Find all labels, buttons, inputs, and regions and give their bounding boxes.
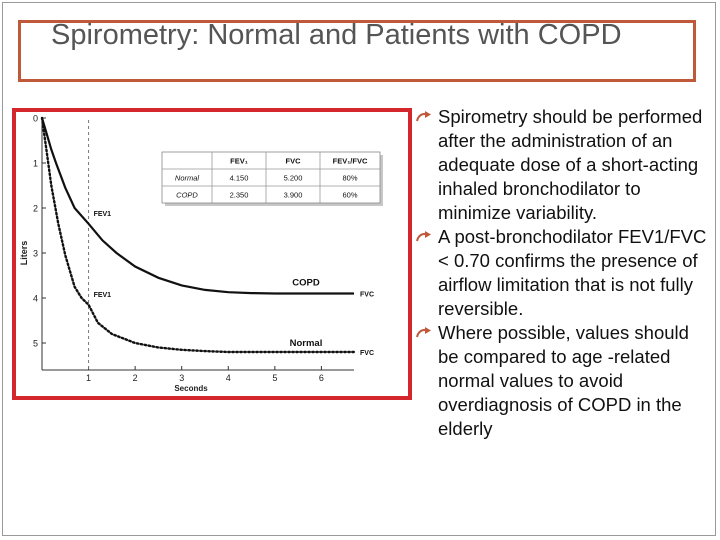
series-labels-group [94, 211, 374, 357]
table-cell: 80% [342, 173, 358, 183]
table-header-cell: FEV₁/FVC [332, 156, 368, 166]
series-end-label: FVC [360, 291, 374, 299]
table-cell: COPD [176, 190, 198, 200]
slide-title: Spirometry: Normal and Patients with COPD [51, 19, 622, 51]
x-tick-label: 5 [272, 373, 278, 383]
table-header-cell: FEV₁ [230, 156, 248, 166]
bullet-list [414, 105, 714, 441]
x-axis-label: Seconds [174, 384, 208, 393]
table-cell: 60% [342, 190, 358, 200]
x-tick-label: 6 [318, 373, 324, 383]
fev1-marker-label: FEV1 [93, 210, 112, 218]
table-cell: 3.900 [283, 190, 303, 200]
x-tick-label: 4 [225, 373, 231, 383]
spirometry-chart [12, 108, 412, 400]
spirometry-chart-svg [16, 112, 408, 396]
x-tick-label: 3 [179, 373, 185, 383]
table-header-cell: FVC [285, 156, 301, 166]
y-tick-label: 3 [32, 248, 38, 259]
fev1-marker-label: FEV1 [93, 291, 112, 299]
y-tick-label: 0 [32, 113, 38, 124]
title-box [18, 20, 696, 82]
curved-arrow-bullet-icon [416, 231, 432, 243]
bullet-item [414, 321, 714, 441]
series-name-label: Normal [289, 338, 323, 349]
table-cell: 5.200 [283, 173, 303, 183]
series-end-label: FVC [360, 350, 374, 357]
curved-arrow-bullet-icon [416, 111, 432, 123]
series-name-label: COPD [292, 277, 320, 289]
x-tick-label: 1 [86, 373, 92, 383]
y-tick-label: 1 [32, 158, 38, 169]
values-table [162, 152, 383, 206]
y-tick-label: 4 [32, 293, 38, 304]
bullet-text: Where possible, values should be compared to age -related normal values to avoid overdiagnosis of COPD in the elderly [438, 322, 689, 439]
table-cell: Normal [174, 173, 200, 183]
table-cell: 4.150 [229, 173, 249, 183]
bullet-text: A post-bronchodilator FEV1/FVC < 0.70 confirms the presence of airflow limitation that is not fully reversible. [438, 226, 707, 319]
y-tick-label: 2 [32, 203, 38, 214]
table-cell: 2.350 [229, 190, 249, 200]
bullet-item [414, 225, 714, 321]
y-tick-label: 5 [32, 338, 38, 349]
x-tick-label: 2 [132, 373, 138, 383]
y-axis-label: Liters [19, 240, 29, 266]
curved-arrow-bullet-icon [416, 327, 432, 339]
bullet-item [414, 105, 714, 225]
bullet-text: Spirometry should be performed after the administration of an adequate dose of a short-acting inhaled bronchodilator to minimize variability. [438, 106, 703, 223]
